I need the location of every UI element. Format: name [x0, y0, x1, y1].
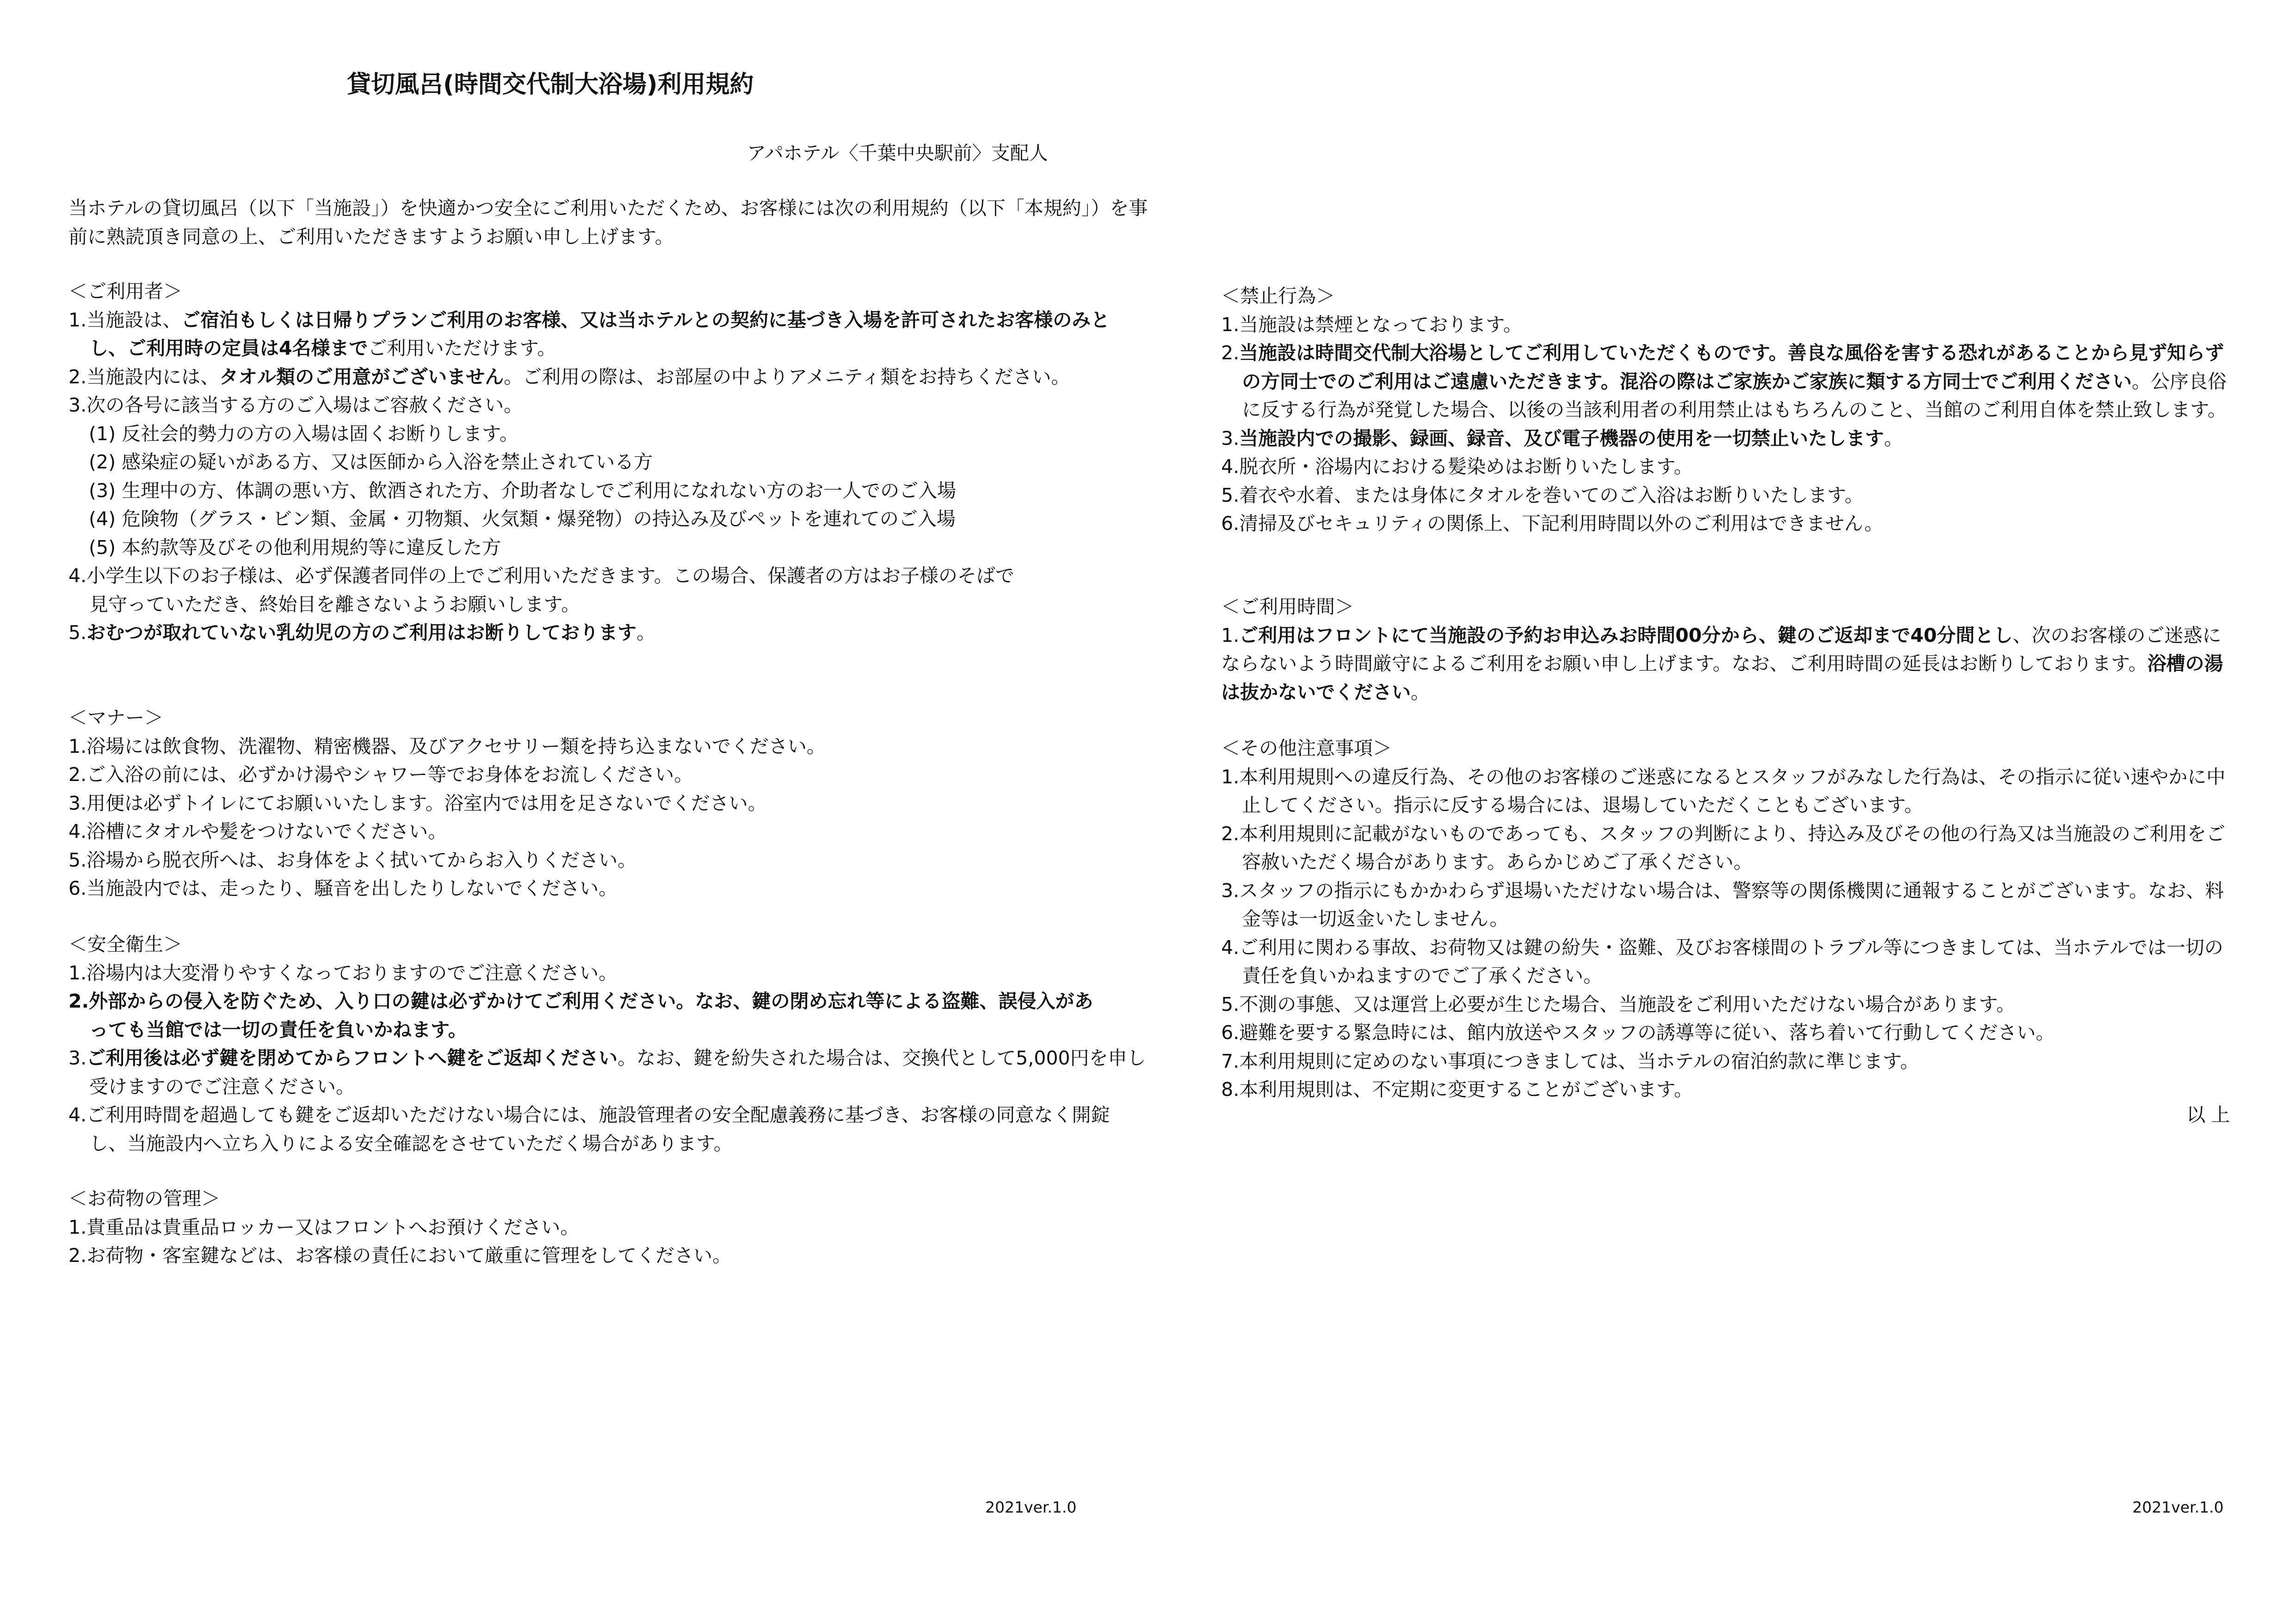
users-section: [68, 277, 1146, 647]
intro-paragraph: 当ホテルの貸切風呂（以下「当施設」）を快適かつ安全にご利用いただくため、お客様には次の利用規約（以下「本規約」）を事前に熟読頂き同意の上、ご利用いただきますようお願い申し上げます。: [68, 197, 1148, 248]
users-item-3: 3.次の各号に該当する方のご入場はご容赦ください。: [68, 394, 523, 416]
users-sub-2: (2) 感染症の疑いがある方、又は医師から入浴を禁止されている方: [89, 451, 653, 473]
manners-item-5: 5.浴場から脱衣所へは、お身体をよく拭いてからお入りください。: [68, 849, 637, 871]
baggage-section: [68, 1185, 1146, 1270]
users-item-2: 2.当施設内には、タオル類のご用意がございません。ご利用の際は、お部屋の中よりアメニティ類をお持ちください。: [68, 365, 1070, 388]
users-item-4: 4.小学生以下のお子様は、必ず保護者同伴の上でご利用いただきます。この場合、保護者の方はお子様のそばで見守っていただき、終始目を離さないようお願いします。: [68, 565, 1014, 615]
safety-item-1: 1.浴場内は大変滑りやすくなっておりますのでご注意ください。: [68, 961, 618, 984]
other-item-1: 1.本利用規則への違反行為、その他のお客様のご迷惑になるとスタッフがみなした行為は、その指示に従い速やかに中止してください。指示に反する場合には、退場していただくこともございます。: [1221, 765, 2226, 816]
other-item-2: 2.本利用規則に記載がないものであっても、スタッフの判断により、持込み及びその他の行為又は当施設のご利用をご容赦いただく場合があります。あらかじめご了承ください。: [1221, 822, 2225, 873]
prohibited-heading: ＜禁止行為＞: [1221, 285, 1335, 307]
other-item-5: 5.不測の事態、又は運営上必要が生じた場合、当施設をご利用いただけない場合があります。: [1221, 993, 2015, 1015]
other-item-3: 3.スタッフの指示にもかかわらず退場いただけない場合は、警察等の関係機関に通報することがございます。なお、料金等は一切返金いたしません。: [1221, 879, 2224, 930]
prohibited-item-4: 4.脱衣所・浴場内における髪染めはお断りいたします。: [1221, 455, 1693, 478]
hours-item-1: 1.ご利用はフロントにて当施設の予約お申込みお時間00分から、鍵のご返却まで40分間とし、次のお客様のご迷惑にならないよう時間厳守によるご利用をお願い申し上げます。なお、ご利用時間の延長はお断りしております。浴槽の湯は抜かないでください。: [1221, 624, 2223, 703]
other-item-4: 4.ご利用に関わる事故、お荷物又は鍵の紛失・盗難、及びお客様間のトラブル等につきましては、当ホテルでは一切の責任を負いかねますのでご了承ください。: [1221, 936, 2223, 987]
manners-heading: ＜マナー＞: [68, 707, 163, 729]
prohibited-item-3: 3.当施設内での撮影、録画、録音、及び電子機器の使用を一切禁止いたします。: [1221, 427, 1903, 449]
other-item-6: 6.避難を要する緊急時には、館内放送やスタッフの誘導等に従い、落ち着いて行動してください。: [1221, 1021, 2055, 1044]
closing-mark: 以上: [2186, 1104, 2235, 1126]
version-label-left: 2021ver.1.0: [985, 1498, 1077, 1516]
users-sub-4: (4) 危険物（グラス・ビン類、金属・刃物類、火気類・爆発物）の持込み及びペットを連れてのご入場: [89, 508, 956, 530]
other-item-7: 7.本利用規則に定めのない事項につきましては、当ホテルの宿泊約款に準じます。: [1221, 1050, 1919, 1072]
page-title: 貸切風呂(時間交代制大浴場)利用規約: [347, 71, 754, 98]
manners-section: [68, 704, 1146, 903]
prohibited-item-2: 2.当施設は時間交代制大浴場としてご利用していただくものです。善良な風俗を害する恐れがあることから見ず知らずの方同士でのご利用はご遠慮いただきます。混浴の際はご家族かご家族に類する方同士でご利用ください。公序良俗に反する行為が発覚した場合、以後の当該利用者の利用禁止はもちろんのこと、当館のご利用自体を禁止致します。: [1221, 342, 2227, 421]
other-heading: ＜その他注意事項＞: [1221, 737, 1392, 759]
other-item-8: 8.本利用規則は、不定期に変更することがございます。: [1221, 1078, 1693, 1101]
other-section: [1221, 734, 2234, 1104]
safety-item-4: 4.ご利用時間を超過しても鍵をご返却いただけない場合には、施設管理者の安全配慮義務に基づき、お客様の同意なく開錠し、当施設内へ立ち入りによる安全確認をさせていただく場合があります。: [68, 1104, 1110, 1155]
prohibited-item-1: 1.当施設は禁煙となっております。: [1221, 313, 1522, 336]
hours-heading: ＜ご利用時間＞: [1221, 596, 1354, 618]
baggage-item-2: 2.お荷物・客室鍵などは、お客様の責任において厳重に管理をしてください。: [68, 1244, 732, 1267]
users-heading: ＜ご利用者＞: [68, 280, 182, 302]
baggage-item-1: 1.貴重品は貴重品ロッカー又はフロントへお預けください。: [68, 1216, 580, 1238]
users-item-1: 1.当施設は、ご宿泊もしくは日帰りプランご利用のお客様、又は当ホテルとの契約に基づき入場を許可されたお客様のみとし、ご利用時の定員は4名様までご利用いただけます。: [68, 308, 1110, 359]
safety-item-2: 2.外部からの侵入を防ぐため、入り口の鍵は必ずかけてご利用ください。なお、鍵の閉め忘れ等による盗難、誤侵入があっても当館では一切の責任を負いかねます。: [68, 990, 1093, 1041]
manners-item-3: 3.用便は必ずトイレにてお願いいたします。浴室内では用を足さないでください。: [68, 792, 767, 814]
prohibited-item-6: 6.清掃及びセキュリティの関係上、下記利用時間以外のご利用はできません。: [1221, 512, 1883, 535]
prohibited-section: [1221, 282, 2234, 538]
users-sub-5: (5) 本約款等及びその他利用規約等に違反した方: [89, 536, 501, 559]
prohibited-item-5: 5.着衣や水着、または身体にタオルを巻いてのご入浴はお断りいたします。: [1221, 484, 1864, 506]
users-sub-3: (3) 生理中の方、体調の悪い方、飲酒された方、介助者なしでご利用になれない方のお一人でのご入場: [89, 479, 957, 502]
version-label-right: 2021ver.1.0: [2132, 1498, 2224, 1516]
hours-section: [1221, 593, 2234, 707]
baggage-heading: ＜お荷物の管理＞: [68, 1187, 220, 1210]
safety-section: [68, 930, 1146, 1158]
manners-item-2: 2.ご入浴の前には、必ずかけ湯やシャワー等でお身体をお流しください。: [68, 763, 693, 786]
safety-item-3: 3.ご利用後は必ず鍵を閉めてからフロントへ鍵をご返却ください。なお、鍵を紛失された場合は、交換代として5,000円を申し受けますのでご注意ください。: [68, 1047, 1146, 1098]
users-item-5: 5.おむつが取れていない乳幼児の方のご利用はお断りしております。: [68, 621, 656, 644]
users-sub-1: (1) 反社会的勢力の方の入場は固くお断りします。: [89, 422, 519, 445]
manager-signature: アパホテル〈千葉中央駅前〉支配人: [747, 142, 1048, 164]
safety-heading: ＜安全衛生＞: [68, 933, 182, 955]
manners-item-4: 4.浴槽にタオルや髪をつけないでください。: [68, 820, 447, 843]
manners-item-1: 1.浴場には飲食物、洗濯物、精密機器、及びアクセサリー類を持ち込まないでください。: [68, 735, 826, 757]
manners-item-6: 6.当施設内では、走ったり、騒音を出したりしないでください。: [68, 877, 618, 899]
